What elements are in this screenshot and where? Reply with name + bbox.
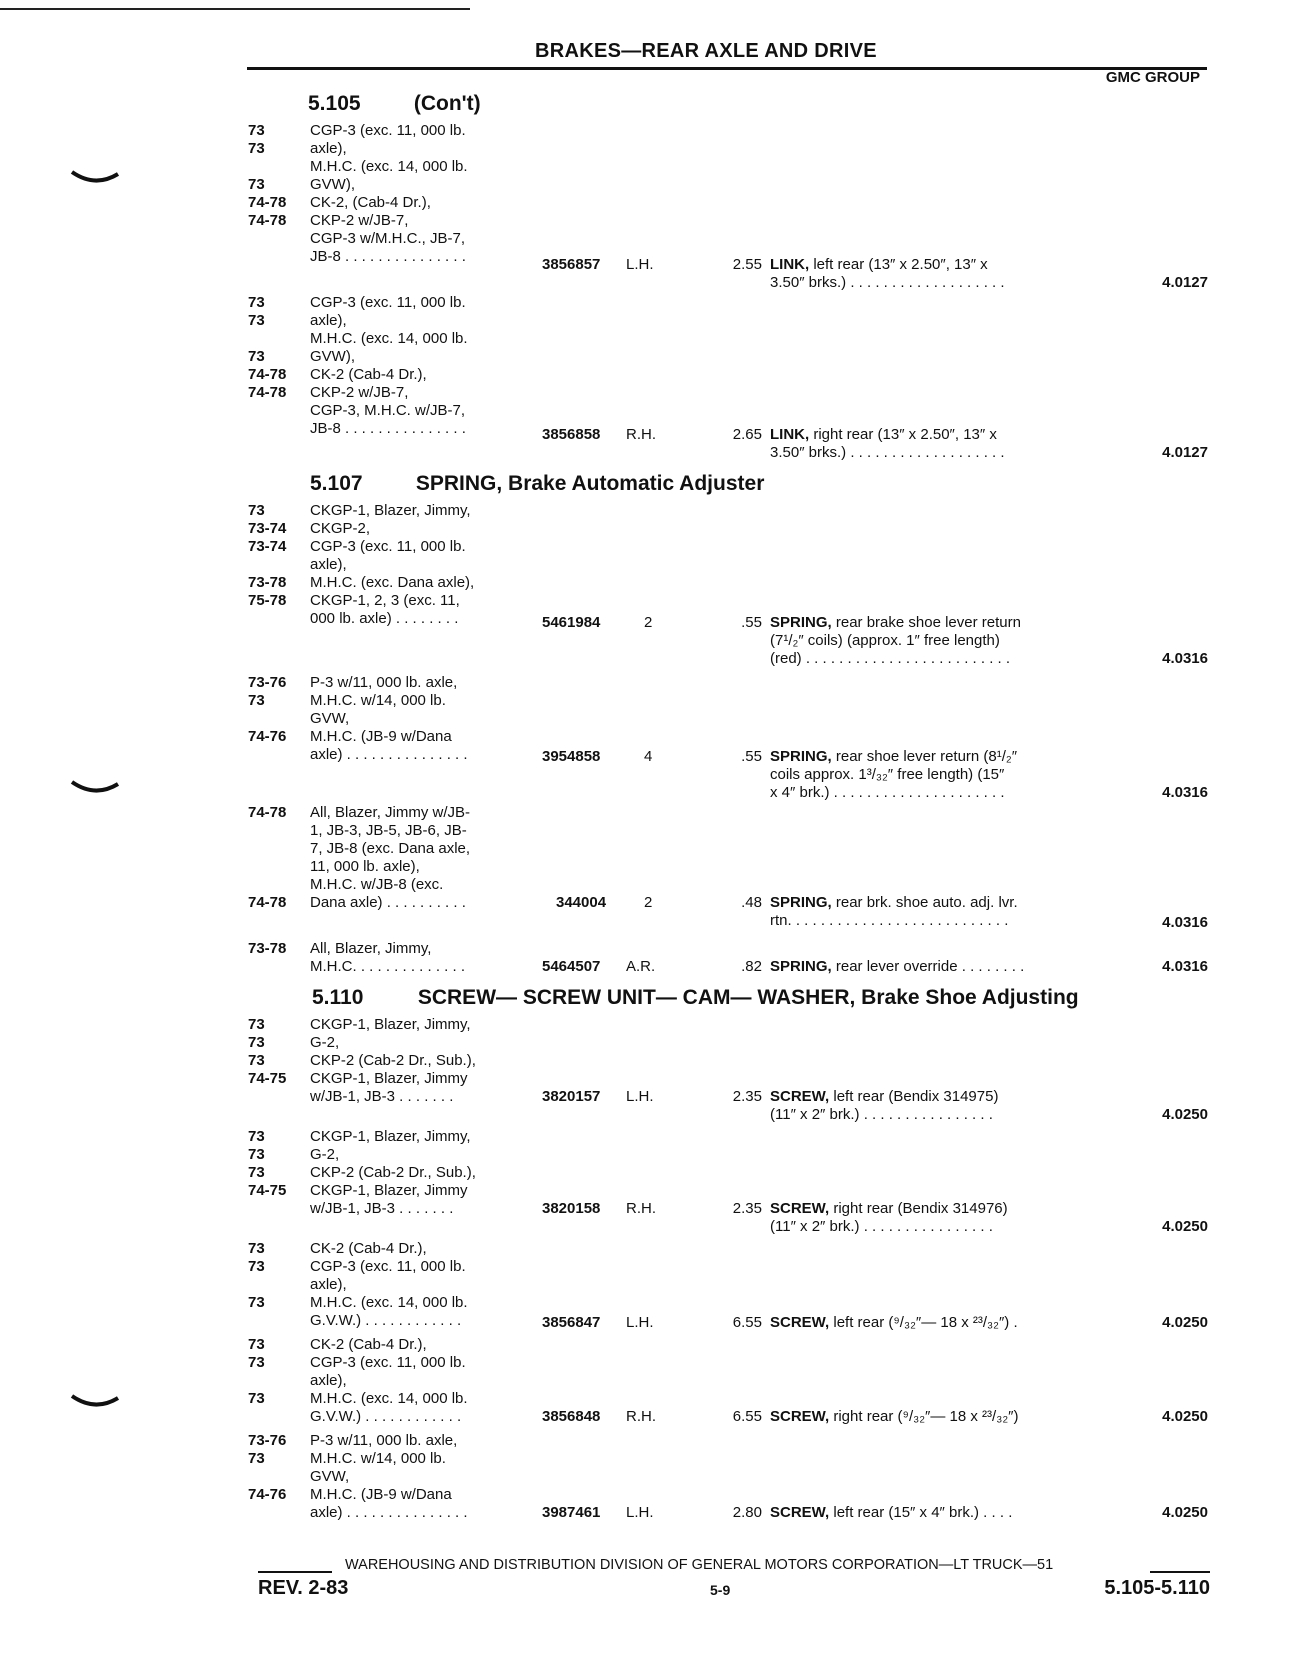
- part-number: 5464507: [542, 958, 601, 975]
- price: .48: [741, 894, 762, 911]
- section-range: 5.105-5.110: [1104, 1577, 1210, 1599]
- years: 73 73 73 74-78 74-78: [248, 294, 287, 401]
- price: .55: [741, 748, 762, 765]
- description-text: rear lever override . . . . . . . .: [831, 958, 1025, 975]
- quantity: R.H.: [626, 1408, 656, 1425]
- application: All, Blazer, Jimmy w/JB- 1, JB-3, JB-5, JB-6, JB- 7, JB-8 (exc. Dana axle, 11, 000 lb. axle), M.H.C. w/JB-8 (exc. Dana axle) . . . . . . . . . .: [310, 804, 471, 911]
- application: All, Blazer, Jimmy, M.H.C. . . . . . . . . . . . . .: [310, 940, 466, 975]
- years: 73 73 73 74-75: [248, 1016, 287, 1087]
- page-title: BRAKES—REAR AXLE AND DRIVE: [535, 40, 877, 62]
- description-name: SCREW,: [770, 1088, 830, 1105]
- group-number: 4.0316: [1162, 650, 1208, 667]
- section-number: 5.110: [312, 986, 364, 1009]
- description-text: right rear (Bendix 314976) (11″ x 2″ brk.) . . . . . . . . . . . . . . . .: [770, 1200, 1008, 1235]
- footer-text: WAREHOUSING AND DISTRIBUTION DIVISION OF GENERAL MOTORS CORPORATION—LT TRUCK—51: [345, 1557, 1054, 1573]
- top-edge-rule: [0, 8, 470, 10]
- price: 2.80: [732, 1504, 762, 1521]
- part-number: 3820158: [542, 1200, 601, 1217]
- description: [770, 1200, 1090, 1236]
- description: [770, 614, 1090, 668]
- section-title: SPRING, Brake Automatic Adjuster: [415, 472, 765, 495]
- years: 73 73 73 74-78 74-78: [248, 122, 287, 229]
- description-text: right rear (⁹/₃₂″— 18 x ²³/₃₂″): [829, 1408, 1019, 1425]
- description: [770, 256, 1090, 292]
- application: CKGP-1, Blazer, Jimmy, G-2, CKP-2 (Cab-2 Dr., Sub.), CKGP-1, Blazer, Jimmy w/JB-1, JB-3 . . . . . . .: [310, 1016, 476, 1105]
- section-title: (Con't): [413, 92, 481, 115]
- part-number: 3856847: [542, 1314, 601, 1331]
- application: P-3 w/11, 000 lb. axle, M.H.C. w/14, 000 lb. GVW, M.H.C. (JB-9 w/Dana axle) . . . . . . . . . . . . . . .: [310, 674, 468, 763]
- section-title: SCREW— SCREW UNIT— CAM— WASHER, Brake Shoe Adjusting: [417, 986, 1079, 1009]
- price: 2.35: [732, 1200, 762, 1217]
- price: 2.65: [732, 426, 762, 443]
- description-name: SCREW,: [770, 1408, 830, 1425]
- quantity: 2: [644, 614, 653, 631]
- group-number: 4.0250: [1162, 1314, 1208, 1331]
- description: [770, 1314, 1090, 1332]
- price: .82: [741, 958, 762, 975]
- description: [770, 1408, 1090, 1426]
- years: 73-78: [248, 940, 287, 957]
- part-number: 3987461: [542, 1504, 601, 1521]
- quantity: L.H.: [626, 1504, 654, 1521]
- binder-mark-icon: [70, 170, 120, 184]
- section-heading-5-105: [308, 92, 481, 116]
- description-name: SPRING,: [770, 748, 832, 765]
- quantity: L.H.: [626, 256, 654, 273]
- description-text: left rear (Bendix 314975) (11″ x 2″ brk.) . . . . . . . . . . . . . . . .: [770, 1088, 999, 1123]
- description-text: rear shoe lever return (8¹/₂″ coils approx. 1³/₃₂″ free length) (15″ x 4″ brk.) . . . . . . . . . . . . . . . . . . . . .: [770, 748, 1018, 801]
- application: CGP-3 (exc. 11, 000 lb. axle), M.H.C. (exc. 14, 000 lb. GVW), CK-2 (Cab-4 Dr.), CKP-2 w/JB-7, CGP-3, M.H.C. w/JB-7, JB-8 . . . . . . . . . . . . . . .: [310, 294, 468, 437]
- group-label: GMC GROUP: [1105, 69, 1200, 86]
- section-number: 5.105: [308, 92, 361, 115]
- description-name: SPRING,: [770, 614, 832, 631]
- price: 2.55: [732, 256, 762, 273]
- description-text: rear brk. shoe auto. adj. lvr. rtn. . . . . . . . . . . . . . . . . . . . . . . . . . .: [770, 894, 1018, 929]
- footer-rule-left: [258, 1571, 332, 1573]
- price: 6.55: [732, 1314, 762, 1331]
- group-number: 4.0127: [1162, 274, 1208, 291]
- description-name: LINK,: [770, 256, 810, 273]
- description-name: SPRING,: [770, 894, 832, 911]
- quantity: A.R.: [626, 958, 656, 975]
- years: 73-76 73 74-76: [248, 1432, 287, 1503]
- years: 73-76 73 74-76: [248, 674, 287, 745]
- description-name: SCREW,: [770, 1314, 830, 1331]
- description: [770, 958, 1090, 976]
- binder-mark-icon: [70, 1394, 120, 1408]
- description: [770, 1504, 1090, 1522]
- group-number: 4.0250: [1162, 1218, 1208, 1235]
- quantity: 4: [644, 748, 653, 765]
- group-number: 4.0250: [1162, 1408, 1208, 1425]
- application: P-3 w/11, 000 lb. axle, M.H.C. w/14, 000 lb. GVW, M.H.C. (JB-9 w/Dana axle) . . . . . . . . . . . . . . .: [310, 1432, 468, 1521]
- group-number: 4.0250: [1162, 1504, 1208, 1521]
- part-number: 3856848: [542, 1408, 601, 1425]
- application: CK-2 (Cab-4 Dr.), CGP-3 (exc. 11, 000 lb. axle), M.H.C. (exc. 14, 000 lb. G.V.W.) . . . . . . . . . . . .: [310, 1336, 468, 1425]
- description-name: SPRING,: [770, 958, 832, 975]
- quantity: L.H.: [626, 1314, 654, 1331]
- part-number: 3856858: [542, 426, 601, 443]
- quantity: R.H.: [626, 1200, 656, 1217]
- group-number: 4.0316: [1162, 914, 1208, 931]
- part-number: 5461984: [542, 614, 601, 631]
- description-name: LINK,: [770, 426, 810, 443]
- application: CKGP-1, Blazer, Jimmy, CKGP-2, CGP-3 (exc. 11, 000 lb. axle), M.H.C. (exc. Dana axle), CKGP-1, 2, 3 (exc. 11, 000 lb. axle) . . . . . . . .: [310, 502, 475, 627]
- price: 6.55: [732, 1408, 762, 1425]
- price: 2.35: [732, 1088, 762, 1105]
- footer-rule-right: [1150, 1571, 1210, 1573]
- years: 73 73 73: [248, 1240, 265, 1311]
- header-rule: [247, 67, 1207, 70]
- group-number: 4.0127: [1162, 444, 1208, 461]
- price: .55: [741, 614, 762, 631]
- part-number: 3954858: [542, 748, 601, 765]
- description-text: left rear (⁹/₃₂″— 18 x ²³/₃₂″) .: [829, 1314, 1018, 1331]
- quantity: L.H.: [626, 1088, 654, 1105]
- section-heading-5-110: [312, 986, 1079, 1010]
- part-number: 344004: [556, 894, 607, 911]
- years: 73 73 73 74-75: [248, 1128, 287, 1199]
- years: 73 73 73: [248, 1336, 265, 1407]
- description: [770, 1088, 1090, 1124]
- revision-label: REV. 2-83: [258, 1577, 349, 1599]
- description-name: SCREW,: [770, 1504, 830, 1521]
- description: [770, 748, 1090, 802]
- group-number: 4.0316: [1162, 958, 1208, 975]
- description-text: left rear (13″ x 2.50″, 13″ x 3.50″ brks.) . . . . . . . . . . . . . . . . . . .: [770, 256, 1005, 291]
- application: CK-2 (Cab-4 Dr.), CGP-3 (exc. 11, 000 lb. axle), M.H.C. (exc. 14, 000 lb. G.V.W.) . . . . . . . . . . . .: [310, 1240, 468, 1329]
- years: 73 73-74 73-74 73-78 75-78: [248, 502, 287, 609]
- section-number: 5.107: [310, 472, 363, 495]
- quantity: R.H.: [626, 426, 656, 443]
- group-number: 4.0316: [1162, 784, 1208, 801]
- description: [770, 894, 1090, 930]
- quantity: 2: [644, 894, 653, 911]
- application: CKGP-1, Blazer, Jimmy, G-2, CKP-2 (Cab-2 Dr., Sub.), CKGP-1, Blazer, Jimmy w/JB-1, JB-3 . . . . . . .: [310, 1128, 476, 1217]
- page-number: 5-9: [710, 1582, 731, 1598]
- section-heading-5-107: [310, 472, 764, 496]
- application: CGP-3 (exc. 11, 000 lb. axle), M.H.C. (exc. 14, 000 lb. GVW), CK-2, (Cab-4 Dr.), CKP-2 w/JB-7, CGP-3 w/M.H.C., JB-7, JB-8 . . . . . . . . . . . . . . .: [310, 122, 468, 265]
- description-text: rear brake shoe lever return (7¹/₂″ coils) (approx. 1″ free length) (red) . . . . . . . . . . . . . . . . . . . . . . . . .: [770, 614, 1021, 667]
- description-name: SCREW,: [770, 1200, 830, 1217]
- years: 74-78 74-78: [248, 804, 287, 911]
- binder-mark-icon: [70, 780, 120, 794]
- group-number: 4.0250: [1162, 1106, 1208, 1123]
- description: [770, 426, 1090, 462]
- description-text: right rear (13″ x 2.50″, 13″ x 3.50″ brks.) . . . . . . . . . . . . . . . . . . .: [770, 426, 1005, 461]
- part-number: 3820157: [542, 1088, 601, 1105]
- part-number: 3856857: [542, 256, 601, 273]
- description-text: left rear (15″ x 4″ brk.) . . . .: [829, 1504, 1013, 1521]
